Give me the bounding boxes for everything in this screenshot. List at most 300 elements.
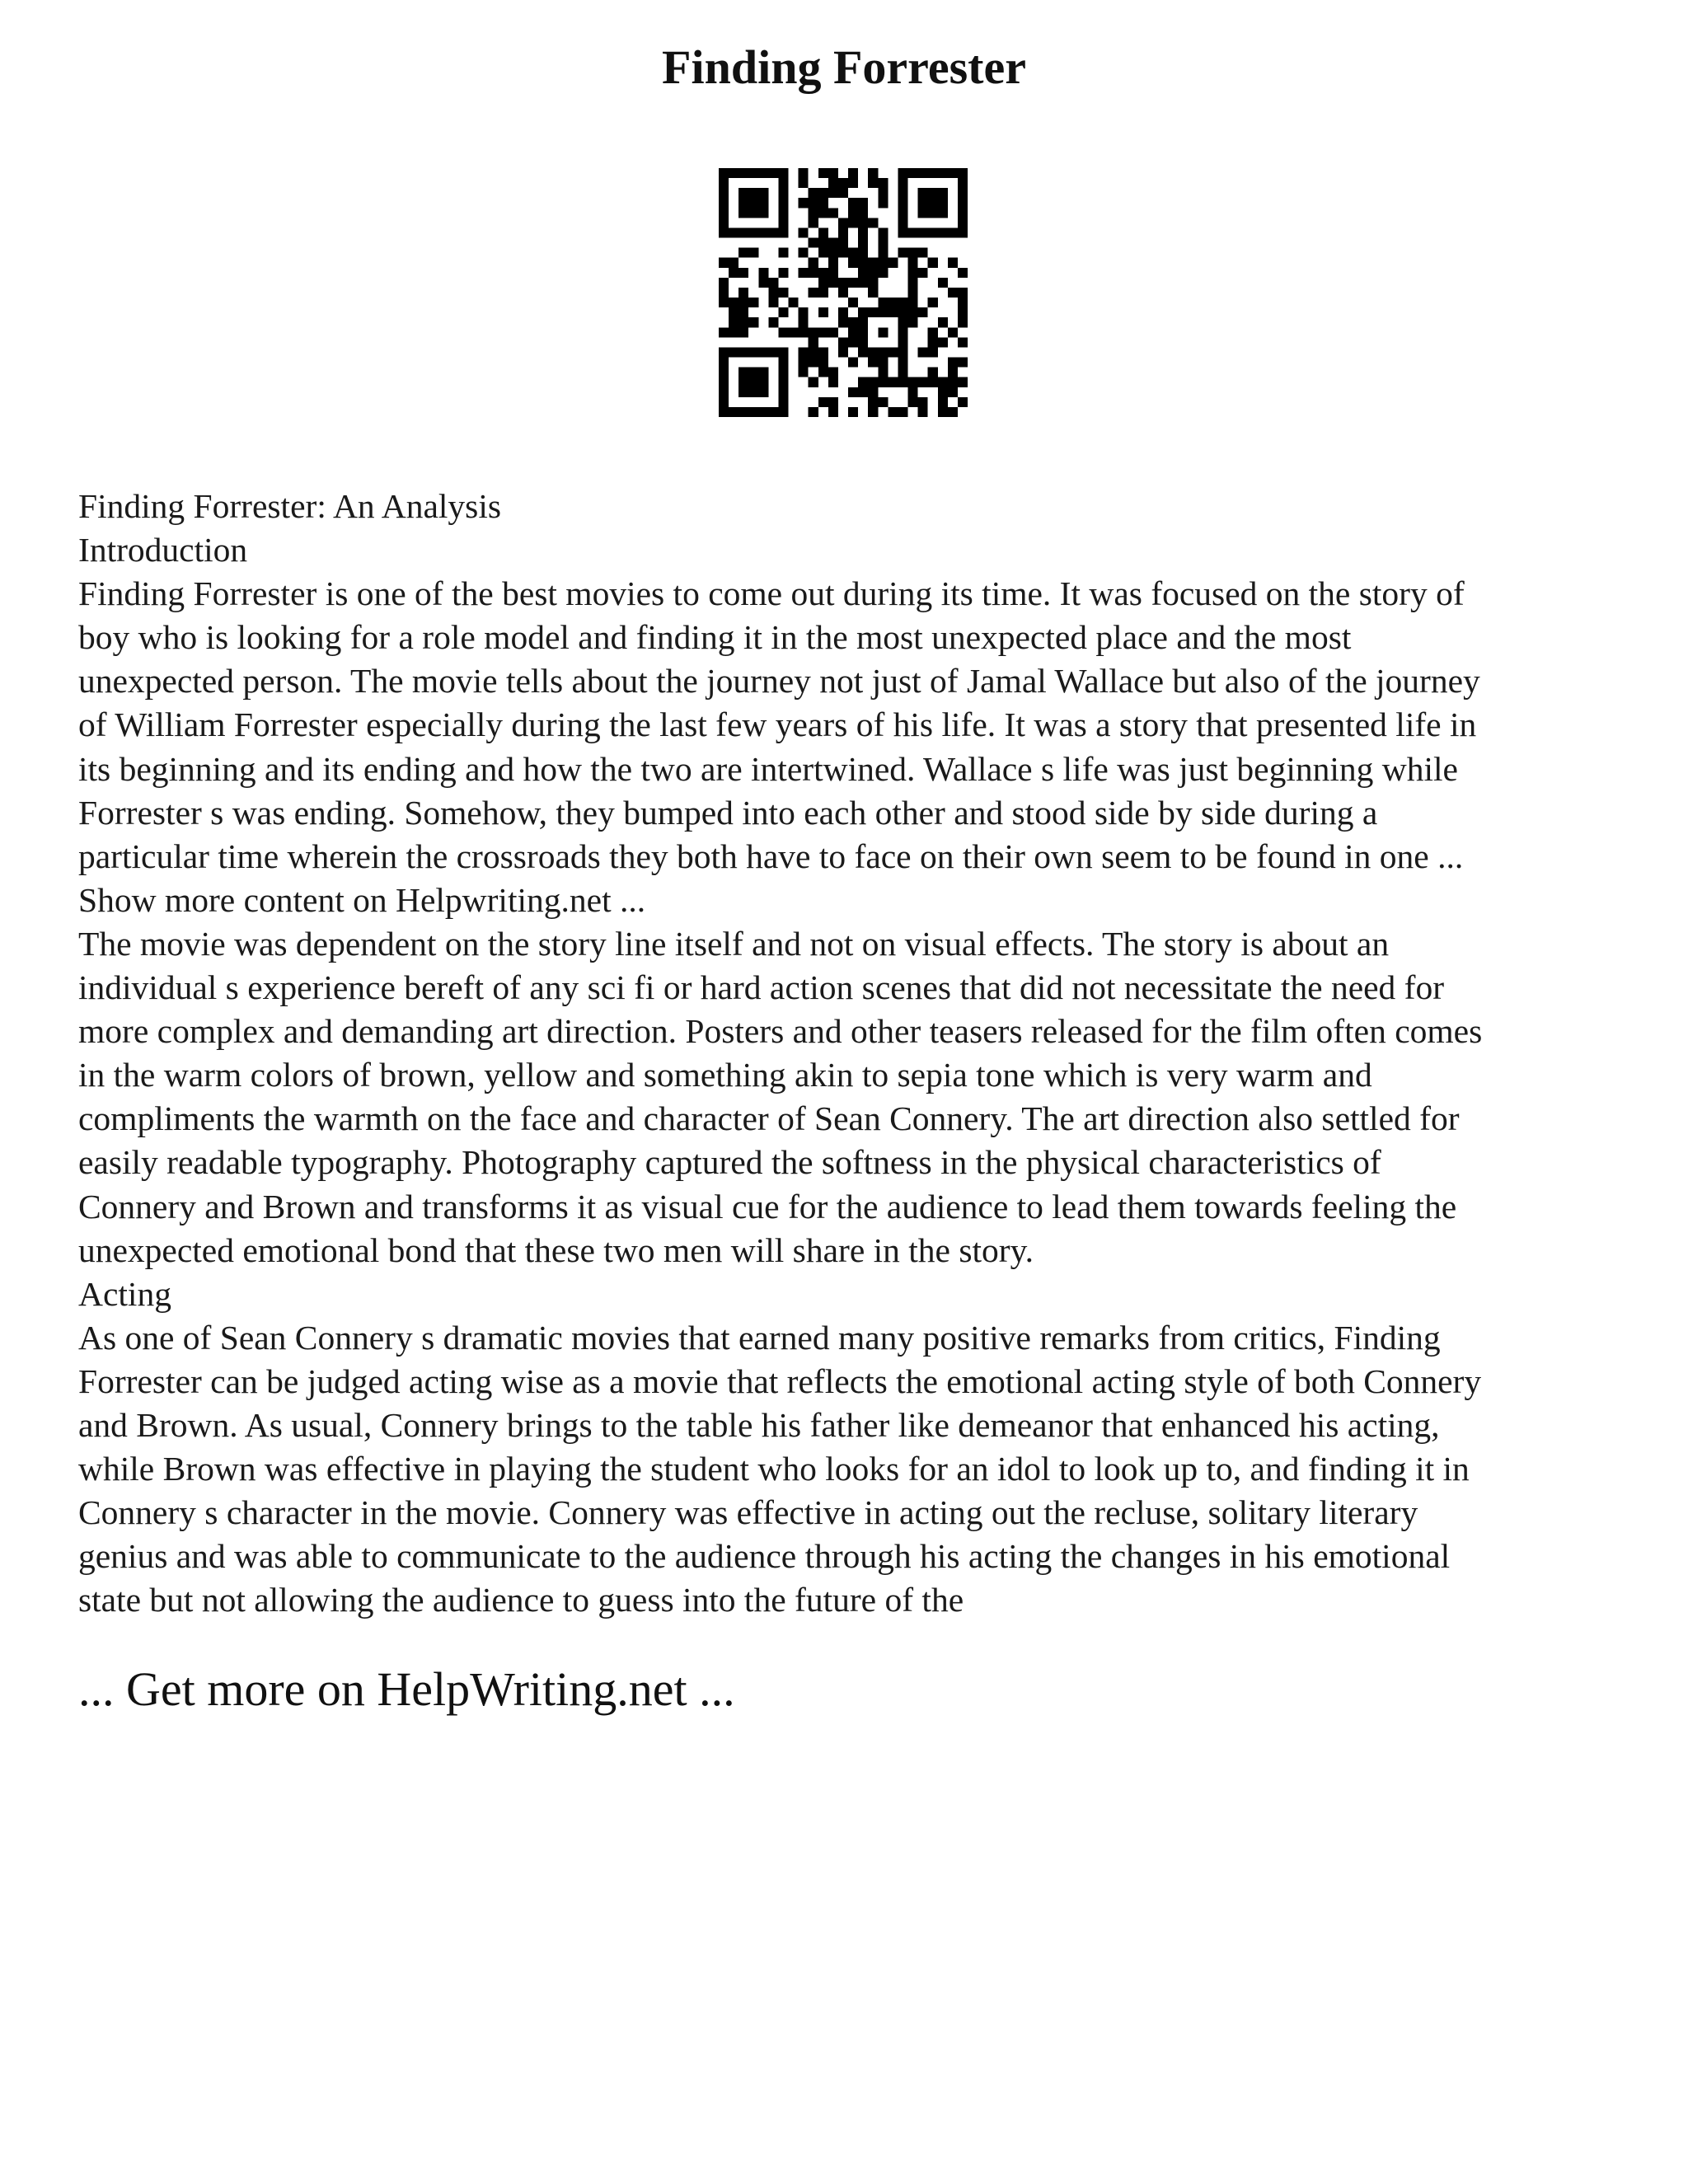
qr-module (778, 227, 788, 237)
qr-module (799, 317, 809, 327)
qr-module (719, 368, 729, 377)
qr-module (858, 227, 868, 237)
qr-module (818, 307, 828, 317)
qr-module (848, 298, 858, 307)
qr-module (858, 377, 868, 387)
body-line: while Brown was effective in playing the student who looks for an idol to look up to, and finding it in (78, 1450, 1470, 1488)
body-line: of William Forrester especially during the last few years of his life. It was a story that presented life in (78, 705, 1477, 744)
qr-module (758, 407, 768, 417)
qr-module (809, 198, 818, 208)
qr-module (958, 397, 968, 407)
qr-module (809, 407, 818, 417)
body-line: in the warm colors of brown, yellow and something akin to sepia tone which is very warm and (78, 1056, 1372, 1094)
qr-module (848, 178, 858, 188)
qr-module (778, 307, 788, 317)
qr-module (848, 258, 858, 268)
qr-module (948, 377, 958, 387)
qr-module (818, 227, 828, 237)
qr-module (958, 307, 968, 317)
qr-module (928, 258, 938, 268)
qr-module (828, 397, 838, 407)
qr-module (898, 208, 907, 218)
qr-module (958, 178, 968, 188)
qr-module (828, 407, 838, 417)
qr-module (778, 347, 788, 357)
qr-module (908, 307, 918, 317)
qr-module (918, 397, 928, 407)
qr-module (719, 188, 729, 198)
qr-module (958, 377, 968, 387)
qr-module (809, 218, 818, 227)
qr-module (738, 248, 748, 258)
qr-module (719, 178, 729, 188)
body-line: and Brown. As usual, Connery brings to the table his father like demeanor that enhanced his acting, (78, 1405, 1440, 1444)
qr-module (719, 198, 729, 208)
qr-module (898, 298, 907, 307)
get-more-link[interactable]: ... Get more on HelpWriting.net ... (78, 1662, 735, 1716)
qr-module (878, 198, 888, 208)
qr-module (778, 178, 788, 188)
qr-module (898, 377, 907, 387)
qr-module (828, 208, 838, 218)
qr-module (948, 258, 958, 268)
qr-module (868, 307, 878, 317)
section-heading-acting: Acting (78, 1274, 171, 1313)
qr-module (738, 168, 748, 178)
qr-module (898, 368, 907, 377)
qr-module (858, 307, 868, 317)
qr-module (878, 268, 888, 278)
qr-module (948, 288, 958, 298)
qr-module (719, 278, 729, 288)
qr-module (799, 368, 809, 377)
qr-module (898, 337, 907, 347)
qr-module (938, 397, 948, 407)
body-line: easily readable typography. Photography captured the softness in the physical characteristics of (78, 1143, 1381, 1182)
qr-module (818, 368, 828, 377)
qr-module (818, 288, 828, 298)
body-line: The movie was dependent on the story line itself and not on visual effects. The story is about an (78, 924, 1390, 963)
qr-module (928, 168, 938, 178)
qr-module (738, 227, 748, 237)
qr-module (809, 347, 818, 357)
qr-module (729, 307, 738, 317)
qr-module (898, 188, 907, 198)
qr-module (908, 288, 918, 298)
qr-module (848, 327, 858, 337)
qr-module (928, 298, 938, 307)
qr-module (838, 218, 848, 227)
qr-module (848, 407, 858, 417)
qr-module (748, 387, 758, 397)
qr-module (858, 248, 868, 258)
qr-module (868, 218, 878, 227)
qr-module (898, 168, 907, 178)
qr-module (799, 227, 809, 237)
qr-module (878, 258, 888, 268)
qr-module (738, 288, 748, 298)
qr-module (738, 208, 748, 218)
qr-module (768, 407, 778, 417)
qr-module (748, 317, 758, 327)
qr-module (888, 298, 898, 307)
page-title: Finding Forrester (662, 40, 1026, 94)
qr-module (928, 198, 938, 208)
qr-module (799, 347, 809, 357)
qr-module (729, 407, 738, 417)
body-line: Connery and Brown and transforms it as visual cue for the audience to lead them towards feeling the (78, 1187, 1457, 1226)
qr-module (878, 368, 888, 377)
qr-module (738, 298, 748, 307)
qr-module (958, 218, 968, 227)
qr-module (888, 377, 898, 387)
qr-module (918, 407, 928, 417)
qr-module (938, 377, 948, 387)
qr-module (848, 168, 858, 178)
qr-module (858, 238, 868, 248)
qr-module (789, 327, 799, 337)
qr-module (938, 387, 948, 397)
qr-module (898, 198, 907, 208)
qr-module (778, 387, 788, 397)
qr-module (738, 188, 748, 198)
qr-module (878, 227, 888, 237)
qr-module (838, 337, 848, 347)
qr-module (828, 238, 838, 248)
qr-module (848, 317, 858, 327)
qr-module (719, 258, 729, 268)
qr-module (838, 188, 848, 198)
qr-module (738, 368, 748, 377)
qr-module (758, 347, 768, 357)
qr-module (738, 268, 748, 278)
qr-module (868, 387, 878, 397)
qr-module (878, 377, 888, 387)
qr-module (719, 327, 729, 337)
qr-module (828, 178, 838, 188)
qr-module (719, 358, 729, 368)
qr-module (928, 227, 938, 237)
qr-module (898, 358, 907, 368)
qr-module (818, 208, 828, 218)
qr-module (938, 198, 948, 208)
qr-module (838, 347, 848, 357)
body-line: individual s experience bereft of any sci fi or hard action scenes that did not necessitate the need for (78, 968, 1445, 1007)
qr-module (878, 397, 888, 407)
body-line: boy who is looking for a role model and finding it in the most unexpected place and the most (78, 618, 1352, 657)
qr-module (748, 188, 758, 198)
qr-module (868, 258, 878, 268)
qr-module (719, 298, 729, 307)
qr-module (938, 188, 948, 198)
qr-module (918, 227, 928, 237)
qr-module (818, 198, 828, 208)
qr-module (828, 268, 838, 278)
qr-module (778, 198, 788, 208)
qr-module (738, 307, 748, 317)
qr-module (868, 288, 878, 298)
qr-module (729, 347, 738, 357)
qr-module (848, 198, 858, 208)
qr-module (729, 258, 738, 268)
qr-module (928, 337, 938, 347)
qr-module (838, 317, 848, 327)
qr-module (898, 347, 907, 357)
show-more-link[interactable]: Show more content on Helpwriting.net ... (78, 880, 646, 919)
qr-module (958, 288, 968, 298)
qr-module (838, 288, 848, 298)
qr-module (908, 387, 918, 397)
qr-module (938, 407, 948, 417)
qr-module (898, 227, 907, 237)
qr-module (838, 248, 848, 258)
qr-module (858, 387, 868, 397)
qr-module (938, 317, 948, 327)
body-line: more complex and demanding art direction. Posters and other teasers released for the film often comes (78, 1012, 1483, 1051)
qr-module (868, 268, 878, 278)
qr-module (828, 188, 838, 198)
qr-module (888, 407, 898, 417)
qr-module (898, 248, 907, 258)
qr-module (809, 358, 818, 368)
qr-module (958, 188, 968, 198)
qr-module (958, 227, 968, 237)
qr-module (738, 347, 748, 357)
qr-module (898, 317, 907, 327)
qr-module (878, 307, 888, 317)
qr-module (908, 168, 918, 178)
qr-module (719, 347, 729, 357)
qr-module (858, 327, 868, 337)
qr-module (878, 248, 888, 258)
qr-module (938, 227, 948, 237)
qr-module (918, 268, 928, 278)
qr-module (828, 258, 838, 268)
qr-module (809, 258, 818, 268)
qr-module (898, 218, 907, 227)
qr-module (838, 278, 848, 288)
qr-module (918, 248, 928, 258)
qr-module (928, 208, 938, 218)
qr-module (898, 407, 907, 417)
body-line: Forrester can be judged acting wise as a movie that reflects the emotional acting style of both Connery (78, 1361, 1482, 1400)
qr-module (809, 327, 818, 337)
qr-module (898, 178, 907, 188)
qr-module (908, 258, 918, 268)
qr-module (758, 208, 768, 218)
qr-module (778, 208, 788, 218)
qr-module (948, 168, 958, 178)
qr-module (768, 317, 778, 327)
qr-module (748, 407, 758, 417)
section-heading-introduction: Introduction (78, 531, 248, 569)
qr-module (908, 298, 918, 307)
qr-module (778, 188, 788, 198)
body-line: its beginning and its ending and how the two are intertwined. Wallace s life was just beginning while (78, 749, 1458, 788)
qr-module (758, 198, 768, 208)
qr-module (948, 227, 958, 237)
qr-module (958, 337, 968, 347)
qr-module (908, 248, 918, 258)
qr-module (848, 278, 858, 288)
qr-module (738, 327, 748, 337)
body-line: Finding Forrester is one of the best movies to come out during its time. It was focused on the story of (78, 574, 1465, 613)
qr-module (758, 188, 768, 198)
qr-module (918, 347, 928, 357)
qr-module (868, 347, 878, 357)
qr-module (818, 327, 828, 337)
qr-module (818, 238, 828, 248)
qr-module (758, 168, 768, 178)
qr-module (778, 288, 788, 298)
qr-module (768, 347, 778, 357)
qr-module (958, 268, 968, 278)
qr-module (768, 227, 778, 237)
qr-module (898, 327, 907, 337)
qr-module (938, 337, 948, 347)
qr-module (799, 268, 809, 278)
qr-module (858, 347, 868, 357)
body-line: Connery s character in the movie. Connery was effective in acting out the recluse, solitary literary (78, 1493, 1418, 1532)
qr-module (838, 178, 848, 188)
qr-module (938, 208, 948, 218)
qr-module (758, 268, 768, 278)
qr-module (778, 168, 788, 178)
qr-module (778, 268, 788, 278)
qr-module (809, 188, 818, 198)
qr-module (789, 298, 799, 307)
qr-module (838, 238, 848, 248)
qr-module (799, 327, 809, 337)
qr-module (838, 307, 848, 317)
qr-module (818, 168, 828, 178)
qr-module (848, 358, 858, 368)
qr-module (938, 168, 948, 178)
qr-module (948, 407, 958, 417)
qr-module (818, 268, 828, 278)
qr-module (828, 327, 838, 337)
qr-module (888, 307, 898, 317)
qr-module (868, 397, 878, 407)
qr-module (828, 278, 838, 288)
qr-module (729, 268, 738, 278)
qr-module (858, 268, 868, 278)
qr-module (758, 278, 768, 288)
qr-module (868, 178, 878, 188)
body-line: As one of Sean Connery s dramatic movies that earned many positive remarks from critics, Finding (78, 1318, 1441, 1357)
qr-module (768, 298, 778, 307)
qr-module (778, 407, 788, 417)
qr-module (729, 298, 738, 307)
qr-module (768, 168, 778, 178)
qr-module (809, 238, 818, 248)
qr-module (719, 218, 729, 227)
qr-module (858, 258, 868, 268)
qr-module (858, 317, 868, 327)
qr-module (888, 347, 898, 357)
qr-module (738, 377, 748, 387)
qr-module (818, 188, 828, 198)
qr-module (928, 327, 938, 337)
qr-module (858, 198, 868, 208)
qr-module (729, 227, 738, 237)
qr-module (868, 377, 878, 387)
qr-module (908, 268, 918, 278)
qr-module (828, 168, 838, 178)
qr-module (868, 407, 878, 417)
qr-module (848, 337, 858, 347)
qr-module (828, 368, 838, 377)
qr-module (958, 298, 968, 307)
qr-module (809, 268, 818, 278)
qr-module (918, 208, 928, 218)
qr-module (878, 178, 888, 188)
qr-module (778, 397, 788, 407)
qr-module (858, 278, 868, 288)
qr-module (928, 377, 938, 387)
qr-module (878, 298, 888, 307)
qr-module (748, 347, 758, 357)
qr-module (888, 258, 898, 268)
section-title: Finding Forrester: An Analysis (78, 487, 501, 525)
qr-module (768, 278, 778, 288)
qr-module (758, 377, 768, 387)
qr-module (818, 347, 828, 357)
qr-module (748, 377, 758, 387)
qr-module (809, 288, 818, 298)
qr-module (778, 218, 788, 227)
qr-module (758, 227, 768, 237)
qr-module (958, 358, 968, 368)
qr-module (758, 368, 768, 377)
qr-module (858, 337, 868, 347)
qr-module (828, 377, 838, 387)
qr-module (848, 208, 858, 218)
qr-module (908, 227, 918, 237)
qr-module (778, 358, 788, 368)
qr-module (878, 358, 888, 368)
qr-module (809, 208, 818, 218)
qr-module (719, 227, 729, 237)
qr-module (738, 387, 748, 397)
qr-module (868, 168, 878, 178)
qr-module (938, 278, 948, 288)
qr-module (898, 307, 907, 317)
document-body (78, 485, 1628, 1622)
body-line: genius and was able to communicate to the audience through his acting the changes in his emotional (78, 1537, 1451, 1576)
qr-module (948, 368, 958, 377)
qr-module (848, 218, 858, 227)
qr-module (878, 238, 888, 248)
qr-module (858, 208, 868, 218)
qr-module (748, 248, 758, 258)
qr-module (928, 347, 938, 357)
qr-module (719, 288, 729, 298)
qr-module (809, 337, 818, 347)
qr-module (719, 168, 729, 178)
qr-module (908, 377, 918, 387)
qr-module (958, 168, 968, 178)
body-line: unexpected person. The movie tells about the journey not just of Jamal Wallace but also of the journey (78, 662, 1480, 701)
qr-module (748, 298, 758, 307)
qr-module (918, 168, 928, 178)
body-line: state but not allowing the audience to guess into the future of the (78, 1581, 964, 1619)
qr-module (768, 288, 778, 298)
qr-module (738, 407, 748, 417)
qr-module (878, 188, 888, 198)
qr-module (918, 377, 928, 387)
body-line: Forrester s was ending. Somehow, they bumped into each other and stood side by side during a (78, 793, 1378, 832)
